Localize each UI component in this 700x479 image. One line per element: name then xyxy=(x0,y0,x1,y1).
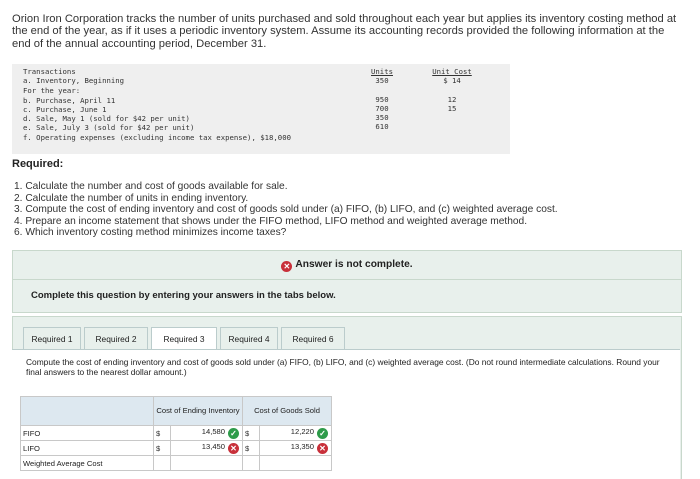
transaction-units: 950 xyxy=(375,95,389,104)
dollar-sign: $ xyxy=(243,426,260,441)
unit-cost-header: Unit Cost xyxy=(432,67,472,76)
dollar-sign: $ xyxy=(243,441,260,456)
row-label: FIFO xyxy=(21,426,154,441)
row-label: Weighted Average Cost xyxy=(21,456,154,471)
transaction-units: 350 xyxy=(375,76,389,85)
table-corner xyxy=(21,397,154,426)
fifo-cogs-input[interactable]: 12,220 ✓ xyxy=(260,426,332,441)
complete-instructions: Complete this question by entering your answers in the tabs below. xyxy=(31,290,336,301)
lifo-ending-input[interactable]: 13,450 ✕ xyxy=(171,441,243,456)
incorrect-icon: ✕ xyxy=(281,261,292,272)
table-row xyxy=(21,441,332,456)
transaction-label: d. Sale, May 1 (sold for $42 per unit) xyxy=(23,114,190,123)
incorrect-icon: ✕ xyxy=(317,443,328,454)
table-row xyxy=(21,456,332,471)
requirement-item: 1. Calculate the number and cost of goods available for sale. xyxy=(14,181,288,192)
cogs-header: Cost of Goods Sold xyxy=(243,397,332,426)
dollar-sign: $ xyxy=(154,426,171,441)
transaction-cost: 12 xyxy=(447,95,457,104)
requirement-item: 2. Calculate the number of units in ending inventory. xyxy=(14,192,249,204)
transaction-cost: 15 xyxy=(447,104,457,113)
tab-required-1[interactable]: Required 1 xyxy=(23,327,81,351)
transactions-header: Transactions xyxy=(23,67,76,76)
answer-status-banner xyxy=(12,250,682,280)
required-title: Required: xyxy=(12,158,64,170)
transaction-label: b. Purchase, April 11 xyxy=(23,96,116,105)
requirement-item: 4. Prepare an income statement that shows under the FIFO method, LIFO method and weighted average method. xyxy=(14,215,528,227)
tab-required-2[interactable]: Required 2 xyxy=(84,327,148,351)
answer-status-text: Answer is not complete. xyxy=(295,259,413,270)
incorrect-icon: ✕ xyxy=(228,443,239,454)
correct-icon: ✓ xyxy=(228,428,239,439)
row-label: LIFO xyxy=(21,441,154,456)
tab-required-4[interactable]: Required 4 xyxy=(220,327,278,351)
question-instruction: Compute the cost of ending inventory and cost of goods sold under (a) FIFO, (b) LIFO, and (c) weighted average cost. (Do not round intermediate calculations. Round your final answers to the nearest dollar amount.) xyxy=(26,357,660,377)
weighted-cogs-input[interactable] xyxy=(260,456,332,471)
weighted-ending-input[interactable] xyxy=(171,456,243,471)
table-row xyxy=(21,426,332,441)
requirement-item: 6. Which inventory costing method minimizes income taxes? xyxy=(14,227,287,239)
transaction-label: f. Operating expenses (excluding income tax expense), $18,000 xyxy=(23,133,291,142)
requirements-list xyxy=(14,181,558,239)
transaction-units: 700 xyxy=(375,104,389,113)
tab-required-6[interactable]: Required 6 xyxy=(281,327,345,351)
dollar-sign: $ xyxy=(154,441,171,456)
transaction-label: For the year: xyxy=(23,86,81,95)
instructions-bar xyxy=(12,280,682,313)
correct-icon: ✓ xyxy=(317,428,328,439)
transaction-units: 350 xyxy=(375,113,389,122)
results-table xyxy=(20,396,332,471)
transaction-cost: $ 14 xyxy=(443,76,461,85)
tab-required-3[interactable]: Required 3 xyxy=(151,327,217,351)
transaction-label: a. Inventory, Beginning xyxy=(23,76,125,85)
fifo-ending-input[interactable]: 14,580 ✓ xyxy=(171,426,243,441)
transactions-table xyxy=(12,64,510,154)
transaction-label: e. Sale, July 3 (sold for $42 per unit) xyxy=(23,123,195,132)
requirement-item: 3. Compute the cost of ending inventory and cost of goods sold under (a) FIFO, (b) LIFO, and (c) weighted average cost. xyxy=(14,204,558,216)
ending-inventory-header: Cost of Ending Inventory xyxy=(154,397,243,426)
problem-intro: Orion Iron Corporation tracks the number of units purchased and sold throughout each year but applies its inventory costing method at the end of the year, as if it uses a periodic inventory system. Assume its accounting records provided the following information at the end of the annual accounting period, December 31. xyxy=(12,13,677,50)
transaction-label: c. Purchase, June 1 xyxy=(23,105,107,114)
units-header: Units xyxy=(371,67,393,76)
transaction-units: 610 xyxy=(375,122,389,131)
lifo-cogs-input[interactable]: 13,350 ✕ xyxy=(260,441,332,456)
